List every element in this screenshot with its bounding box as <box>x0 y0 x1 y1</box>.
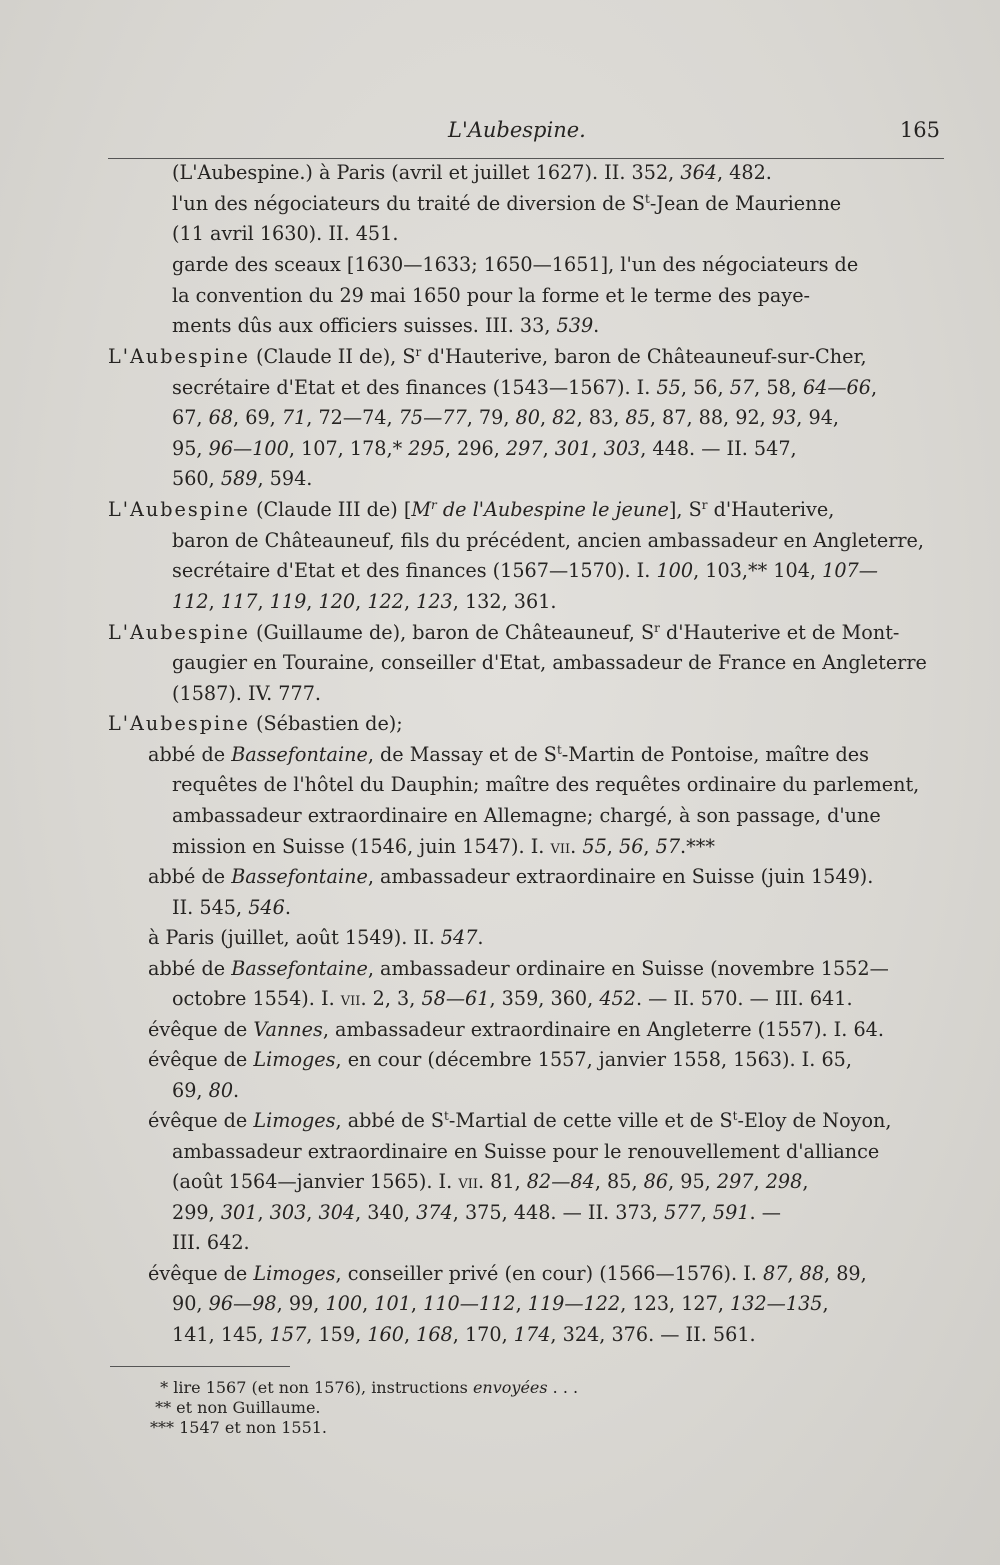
text-line: évêque de Limoges, en cour (décembre 1557, janvier 1558, 1563). I. 65, <box>148 1048 852 1071</box>
text-line: (11 avril 1630). II. 451. <box>172 222 399 245</box>
text-line: L'Aubespine (Guillaume de), baron de Châteauneuf, $S^r$ d'Hauterive et de Mont- <box>108 621 900 644</box>
text-line: abbé de Bassefontaine, ambassadeur ordinaire en Suisse (novembre 1552— <box>148 957 889 980</box>
text-line: ambassadeur extraordinaire en Allemagne; chargé, à son passage, d'une <box>172 804 881 827</box>
footnotes <box>150 1378 850 1438</box>
text-line: 95, 96—100, 107, 178,* 295, 296, 297, 301, 303, 448. — II. 547, <box>172 437 797 460</box>
text-line: II. 545, 546. <box>172 896 291 919</box>
footnote: *** 1547 et non 1551. <box>150 1418 328 1437</box>
footnote: * lire 1567 (et non 1576), instructions envoyées . . . <box>150 1378 579 1397</box>
text-line: gaugier en Touraine, conseiller d'Etat, ambassadeur de France en Angleterre <box>172 651 927 674</box>
running-title: L'Aubespine. <box>448 118 586 142</box>
text-line: 560, 589, 594. <box>172 467 313 490</box>
text-line: (L'Aubespine.) à Paris (avril et juillet 1627). II. 352, 364, 482. <box>172 161 772 184</box>
text-line: 112, 117, 119, 120, 122, 123, 132, 361. <box>172 590 557 613</box>
text-line: mission en Suisse (1546, juin 1547). I. vii. 55, 56, 57.*** <box>172 835 715 858</box>
text-line: 141, 145, 157, 159, 160, 168, 170, 174, 324, 376. — II. 561. <box>172 1323 756 1346</box>
text-line: (1587). IV. 777. <box>172 682 322 705</box>
text-line: requêtes de l'hôtel du Dauphin; maître des requêtes ordinaire du parlement, <box>172 773 920 796</box>
text-line: à Paris (juillet, août 1549). II. 547. <box>148 926 484 949</box>
text-line: 69, 80. <box>172 1079 240 1102</box>
text-line: ambassadeur extraordinaire en Suisse pour le renouvellement d'alliance <box>172 1140 880 1163</box>
text-line: évêque de Limoges, abbé de $S^t$-Martial de cette ville et de $S^t$-Eloy de Noyon, <box>148 1109 892 1132</box>
text-line: L'Aubespine (Sébastien de); <box>108 712 403 735</box>
text-line: baron de Châteauneuf, fils du précédent, ancien ambassadeur en Angleterre, <box>172 529 925 552</box>
page-number: 165 <box>899 118 940 142</box>
text-line: octobre 1554). I. vii. 2, 3, 58—61, 359, 360, 452. — II. 570. — III. 641. <box>172 987 853 1010</box>
text-line: L'Aubespine (Claude II de), $S^r$ d'Hauterive, baron de Châteauneuf-sur-Cher, <box>108 345 867 368</box>
running-head <box>108 118 944 159</box>
text-line: L'Aubespine (Claude III de) [$M^r$ de l'Aubespine le jeune], $S^r$ d'Hauterive, <box>108 498 835 521</box>
text-line: secrétaire d'Etat et des finances (1543—1567). I. 55, 56, 57, 58, 64—66, <box>172 376 878 399</box>
text-line: secrétaire d'Etat et des finances (1567—1570). I. 100, 103,** 104, 107— <box>172 559 878 582</box>
text-line: la convention du 29 mai 1650 pour la forme et le terme des paye- <box>172 284 811 307</box>
text-line: 67, 68, 69, 71, 72—74, 75—77, 79, 80, 82, 83, 85, 87, 88, 92, 93, 94, <box>172 406 840 429</box>
text-line: abbé de Bassefontaine, ambassadeur extraordinaire en Suisse (juin 1549). <box>148 865 874 888</box>
text-line: 299, 301, 303, 304, 340, 374, 375, 448. — II. 373, 577, 591. — <box>172 1201 781 1224</box>
text-line: (août 1564—janvier 1565). I. vii. 81, 82—84, 85, 86, 95, 297, 298, <box>172 1170 809 1193</box>
footnote-rule <box>110 1366 290 1367</box>
text-line: évêque de Vannes, ambassadeur extraordinaire en Angleterre (1557). I. 64. <box>148 1018 884 1041</box>
text-line: III. 642. <box>172 1231 250 1254</box>
text-line: 90, 96—98, 99, 100, 101, 110—112, 119—122, 123, 127, 132—135, <box>172 1292 829 1315</box>
text-line: abbé de Bassefontaine, de Massay et de $S^t$-Martin de Pontoise, maître des <box>148 743 869 766</box>
text-line: l'un des négociateurs du traité de diversion de $S^t$-Jean de Maurienne <box>172 192 842 215</box>
footnote: ** et non Guillaume. <box>150 1398 321 1417</box>
text-line: garde des sceaux [1630—1633; 1650—1651], l'un des négociateurs de <box>172 253 859 276</box>
text-line: évêque de Limoges, conseiller privé (en cour) (1566—1576). I. 87, 88, 89, <box>148 1262 867 1285</box>
text-line: ments dûs aux officiers suisses. III. 33, 539. <box>172 314 600 337</box>
